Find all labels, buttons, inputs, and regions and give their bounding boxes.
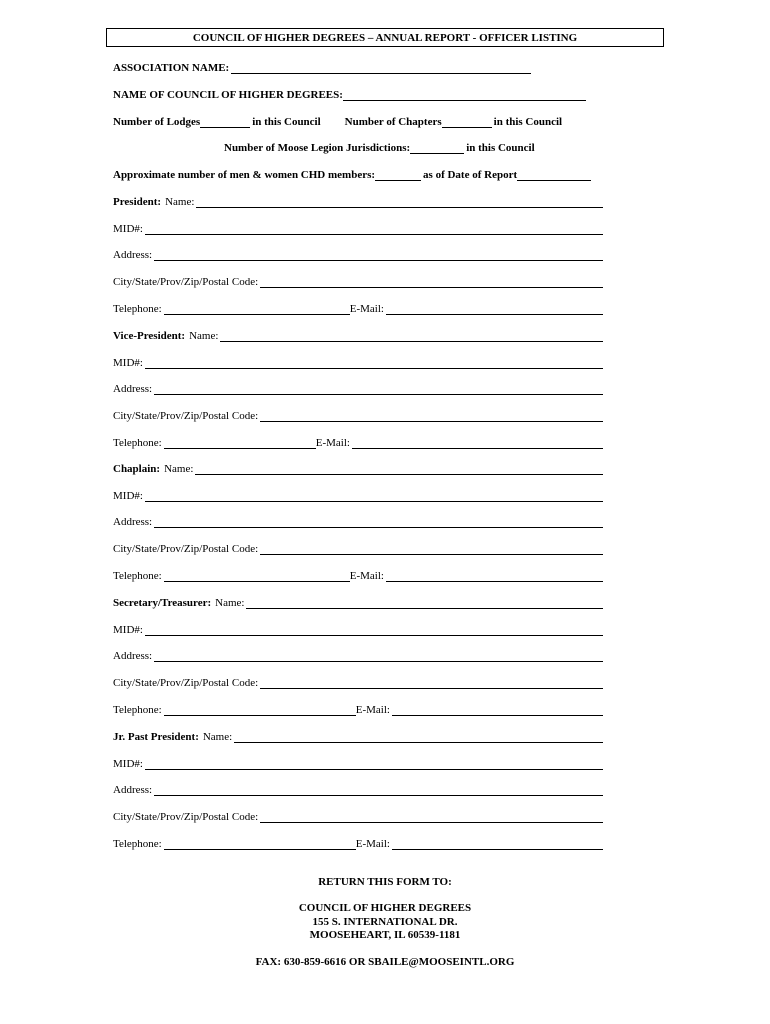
president-title: President: [113, 196, 162, 208]
legion-row [224, 139, 564, 154]
members-row [113, 166, 603, 181]
chaplain-address-label: Address: [113, 516, 153, 529]
jr-past-president-email-field[interactable] [392, 838, 603, 850]
president-telephone-row [113, 300, 603, 315]
council-name-row [113, 86, 603, 101]
vice-president-address-row [113, 380, 603, 395]
jr-past-president-address-field[interactable] [154, 784, 603, 796]
secretary-treasurer-city-row [113, 674, 603, 689]
jr-past-president-telephone-label: Telephone: [113, 837, 162, 850]
return-org: COUNCIL OF HIGHER DEGREES [298, 902, 472, 914]
association-name-label: ASSOCIATION NAME: [113, 62, 230, 74]
president-name-field[interactable] [196, 196, 603, 208]
jr-past-president-mid-row [113, 755, 603, 770]
president-address-row [113, 246, 603, 261]
president-address-label: Address: [113, 249, 153, 262]
chaplain-city-row [113, 540, 603, 555]
secretary-treasurer-email-field[interactable] [392, 704, 603, 716]
president-email-field[interactable] [386, 303, 603, 315]
secretary-treasurer-city-field[interactable] [260, 677, 603, 689]
chaplain-address-row [113, 513, 603, 528]
jr-past-president-email-label: E-Mail: [355, 837, 390, 850]
lodges-suffix: in this Council [252, 116, 321, 128]
president-city-field[interactable] [260, 276, 603, 288]
secretary-treasurer-address-field[interactable] [154, 650, 603, 662]
vice-president-telephone-label: Telephone: [113, 436, 162, 449]
jr-past-president-telephone-field[interactable] [164, 838, 356, 850]
secretary-treasurer-telephone-label: Telephone: [113, 703, 162, 716]
president-city-label: City/State/Prov/Zip/Postal Code: [113, 276, 259, 289]
president-name-row [113, 193, 603, 208]
vice-president-name-row [113, 327, 603, 342]
jr-past-president-name-row [113, 728, 603, 743]
vice-president-telephone-row [113, 434, 603, 449]
chaplain-city-field[interactable] [260, 543, 603, 555]
members-field[interactable] [375, 169, 421, 181]
vice-president-city-row [113, 407, 603, 422]
vice-president-name-field[interactable] [220, 330, 603, 342]
jr-past-president-mid-label: MID#: [113, 757, 143, 770]
secretary-treasurer-email-label: E-Mail: [355, 703, 390, 716]
secretary-treasurer-name-field[interactable] [246, 597, 603, 609]
president-city-row [113, 273, 603, 288]
jr-past-president-city-field[interactable] [260, 811, 603, 823]
chaplain-email-label: E-Mail: [349, 569, 384, 582]
jr-past-president-name-field[interactable] [234, 731, 603, 743]
secretary-treasurer-mid-label: MID#: [113, 623, 143, 636]
president-address-field[interactable] [154, 249, 603, 261]
president-mid-label: MID#: [113, 222, 143, 235]
return-contact: FAX: 630-859-6616 OR SBAILE@MOOSEINTL.ORG [255, 956, 515, 968]
president-name-label: Name: [165, 196, 195, 208]
chaplain-city-label: City/State/Prov/Zip/Postal Code: [113, 543, 259, 556]
chaplain-telephone-field[interactable] [164, 570, 350, 582]
jr-past-president-address-row [113, 781, 603, 796]
secretary-treasurer-telephone-row [113, 701, 603, 716]
association-name-field[interactable] [231, 62, 531, 74]
vice-president-address-field[interactable] [154, 383, 603, 395]
secretary-treasurer-city-label: City/State/Prov/Zip/Postal Code: [113, 677, 259, 690]
chaplain-email-field[interactable] [386, 570, 603, 582]
return-label: RETURN THIS FORM TO: [318, 876, 452, 888]
return-street: 155 S. INTERNATIONAL DR. [312, 916, 458, 928]
vice-president-title: Vice-President: [113, 330, 186, 342]
secretary-treasurer-mid-field[interactable] [145, 624, 603, 636]
chaplain-name-field[interactable] [195, 463, 603, 475]
chapters-suffix: in this Council [493, 116, 563, 128]
report-date-field[interactable] [517, 169, 591, 181]
council-name-label: NAME OF COUNCIL OF HIGHER DEGREES: [113, 89, 343, 101]
legion-label: Number of Moose Legion Jurisdictions: [224, 142, 411, 154]
return-city: MOOSEHEART, IL 60539-1181 [309, 929, 461, 941]
secretary-treasurer-name-label: Name: [215, 597, 245, 609]
jr-past-president-telephone-row [113, 835, 603, 850]
chapters-field[interactable] [442, 116, 492, 128]
vice-president-mid-field[interactable] [145, 357, 603, 369]
vice-president-city-field[interactable] [260, 410, 603, 422]
association-name-row [113, 59, 603, 74]
vice-president-mid-row [113, 354, 603, 369]
secretary-treasurer-mid-row [113, 621, 603, 636]
jr-past-president-title: Jr. Past President: [113, 731, 199, 743]
president-email-label: E-Mail: [349, 302, 384, 315]
vice-president-mid-label: MID#: [113, 356, 143, 369]
lodges-label: Number of Lodges [113, 116, 201, 128]
vice-president-city-label: City/State/Prov/Zip/Postal Code: [113, 410, 259, 423]
president-telephone-label: Telephone: [113, 302, 162, 315]
chapters-label: Number of Chapters [344, 116, 442, 128]
chaplain-mid-row [113, 487, 603, 502]
chaplain-telephone-label: Telephone: [113, 569, 162, 582]
president-telephone-field[interactable] [164, 303, 350, 315]
vice-president-name-label: Name: [189, 330, 219, 342]
secretary-treasurer-address-label: Address: [113, 650, 153, 663]
council-name-field[interactable] [343, 89, 586, 101]
members-suffix: as of Date of Report [423, 169, 518, 181]
chaplain-telephone-row [113, 567, 603, 582]
secretary-treasurer-address-row [113, 647, 603, 662]
chaplain-address-field[interactable] [154, 516, 603, 528]
secretary-treasurer-name-row [113, 594, 603, 609]
form-title: COUNCIL OF HIGHER DEGREES – ANNUAL REPORT - OFFICER LISTING [106, 28, 664, 47]
secretary-treasurer-title: Secretary/Treasurer: [113, 597, 212, 609]
legion-field[interactable] [410, 142, 464, 154]
president-mid-field[interactable] [145, 223, 603, 235]
jr-past-president-address-label: Address: [113, 784, 153, 797]
lodges-field[interactable] [200, 116, 250, 128]
legion-suffix: in this Council [466, 142, 535, 154]
chaplain-name-label: Name: [164, 463, 194, 475]
vice-president-telephone-field[interactable] [164, 437, 316, 449]
jr-past-president-mid-field[interactable] [145, 758, 603, 770]
secretary-treasurer-telephone-field[interactable] [164, 704, 356, 716]
chaplain-title: Chaplain: [113, 463, 161, 475]
president-mid-row [113, 220, 603, 235]
counts-row [113, 113, 603, 128]
members-label: Approximate number of men & women CHD members: [113, 169, 376, 181]
chaplain-mid-label: MID#: [113, 489, 143, 502]
jr-past-president-city-label: City/State/Prov/Zip/Postal Code: [113, 811, 259, 824]
jr-past-president-city-row [113, 808, 603, 823]
jr-past-president-name-label: Name: [202, 731, 233, 743]
vice-president-address-label: Address: [113, 383, 153, 396]
chaplain-name-row [113, 460, 603, 475]
vice-president-email-label: E-Mail: [315, 436, 350, 449]
vice-president-email-field[interactable] [352, 437, 603, 449]
chaplain-mid-field[interactable] [145, 490, 603, 502]
